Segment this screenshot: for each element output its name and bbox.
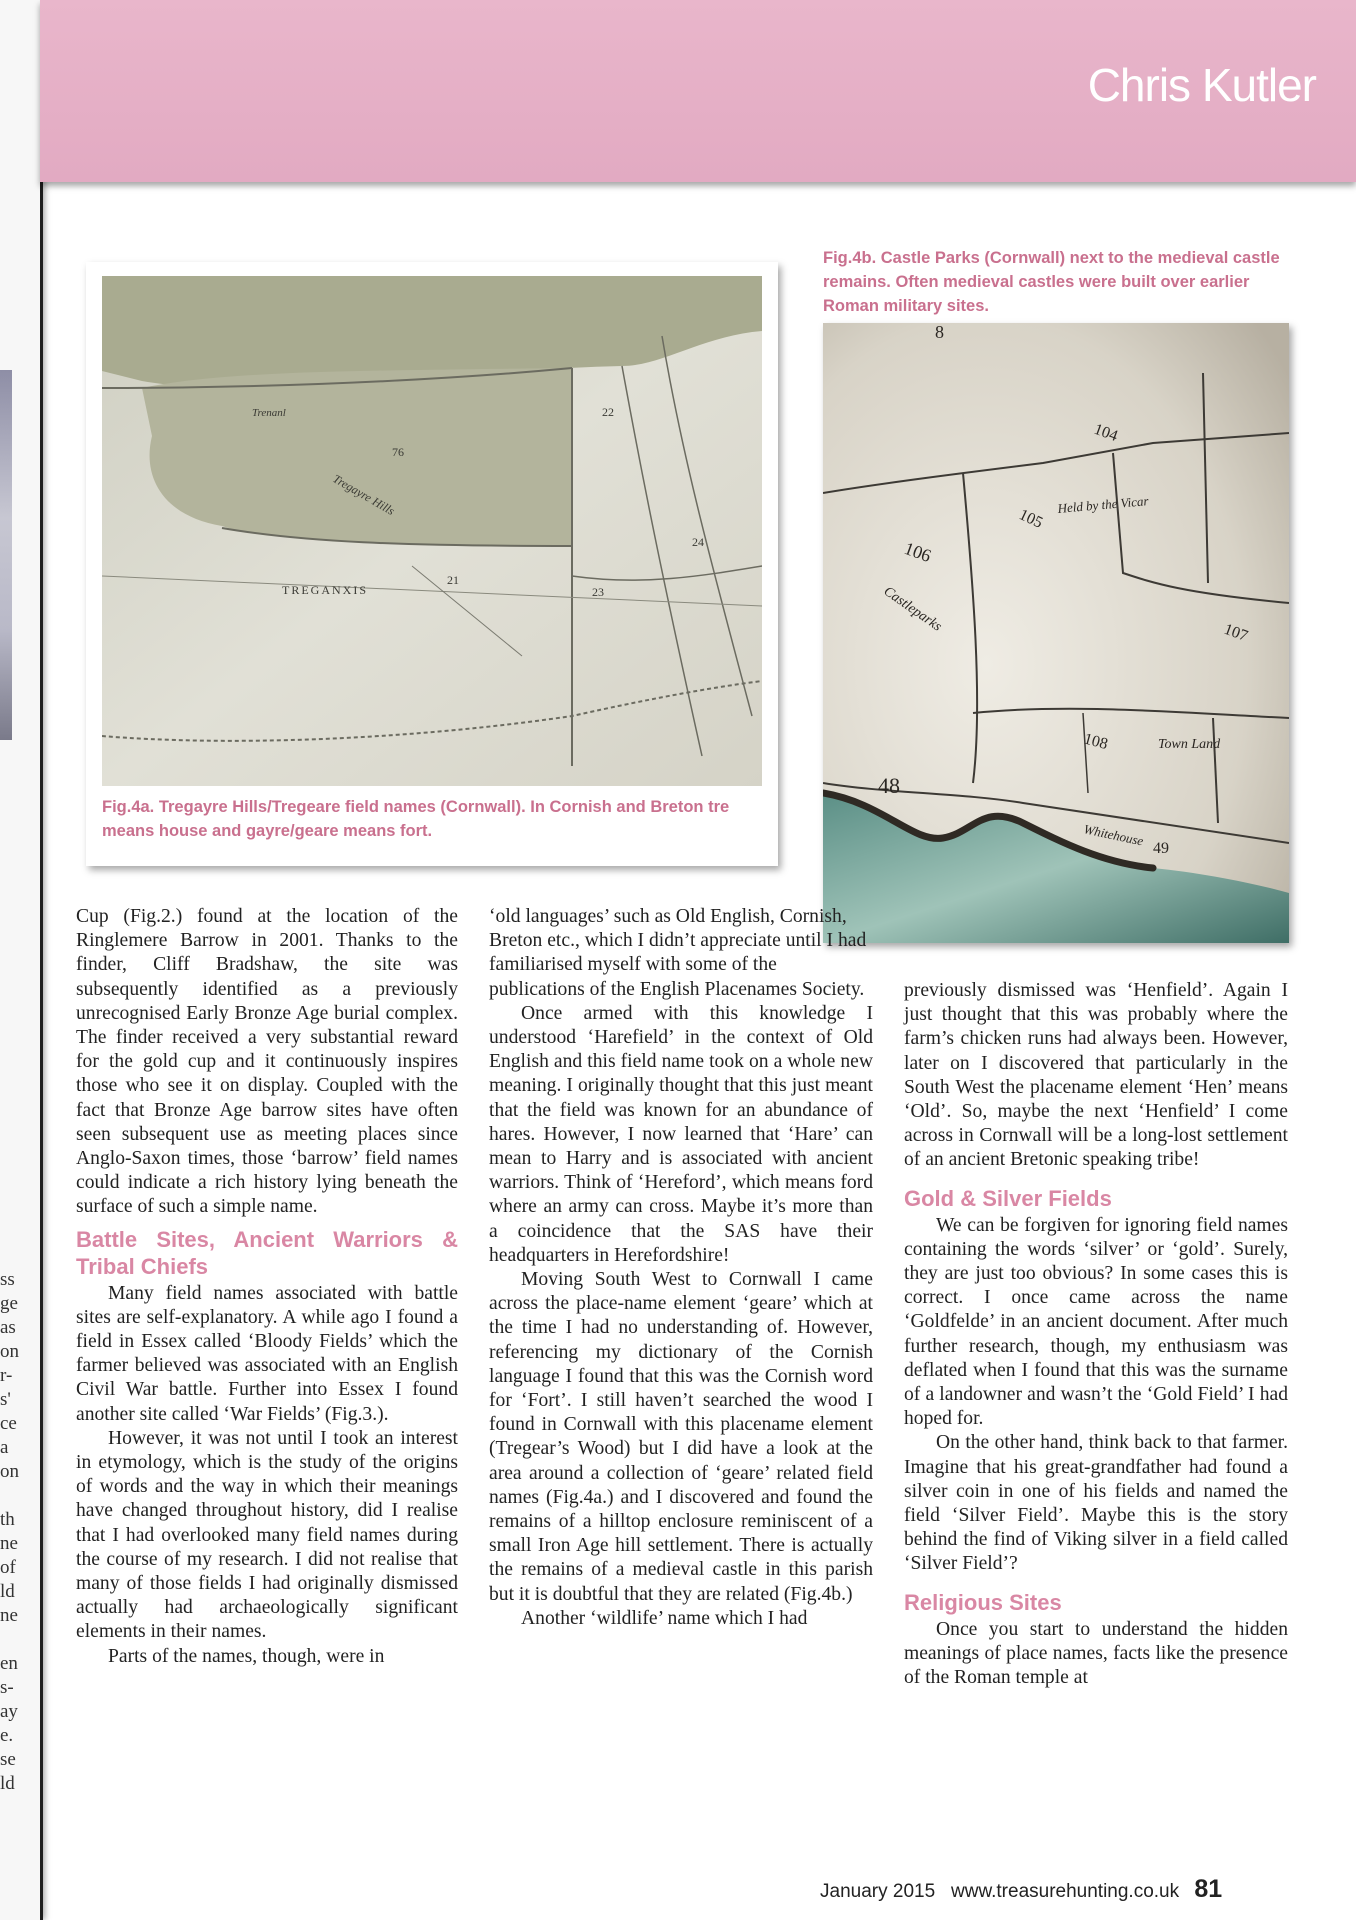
section-heading-battle-sites: Battle Sites, Ancient Warriors & Tribal Chiefs <box>76 1226 458 1279</box>
svg-text:104: 104 <box>1091 420 1120 445</box>
svg-text:48: 48 <box>878 773 900 798</box>
previous-page-fragment: of <box>0 1557 16 1578</box>
previous-page-fragment: ld <box>0 1581 15 1602</box>
figure-4a <box>86 262 778 866</box>
column-2-paragraph: ‘old languages’ such as Old English, Cornish, Breton etc., which I didn’t appreciate until I had familiarised myself with some of the publications of the English Placenames Society. <box>489 906 867 1000</box>
previous-page-fragment: ne <box>0 1533 18 1554</box>
column-3-paragraph: previously dismissed was ‘Henfield’. Again I just thought that this was probably where the farm’s chicken runs had always been. However, later on I discovered that particularly in the South West the placename element ‘Hen’ means ‘Old’. So, maybe the next ‘Henfield’ I come across in Cornwall will be a long-lost settlement of an ancient Bretonic speaking tribe! <box>904 980 1288 1171</box>
previous-page-fragment: ld <box>0 1773 15 1794</box>
previous-page-fragment: se <box>0 1749 16 1770</box>
svg-text:Whitehouse: Whitehouse <box>1082 821 1145 849</box>
svg-text:8: 8 <box>935 323 944 342</box>
previous-page-fragment: r- <box>0 1365 13 1386</box>
svg-text:TREGANXIS: TREGANXIS <box>282 583 368 597</box>
svg-text:106: 106 <box>901 537 934 566</box>
svg-text:23: 23 <box>592 585 604 599</box>
previous-page-fragment: ay <box>0 1701 18 1722</box>
figure-4a-caption: Fig.4a. Tregayre Hills/Tregeare field names (Cornwall). In Cornish and Breton tre means house and gayre/geare means fort. <box>102 798 730 840</box>
column-1-paragraph: However, it was not until I took an interest in etymology, which is the study of the origins of words and the way in which their meanings have changed throughout history, did I realise that I had overlooked many field names during the course of my research. I did not realise that many of those fields I had originally dismissed actually had archaeologically significant elements in their names. <box>76 1427 458 1643</box>
svg-text:Castleparks: Castleparks <box>880 583 945 635</box>
svg-text:107: 107 <box>1221 620 1250 645</box>
text-column-3 <box>904 979 1288 1690</box>
previous-page-fragment: ge <box>0 1293 18 1314</box>
svg-text:108: 108 <box>1081 730 1110 754</box>
column-1-paragraph: Many field names associated with battle sites are self-explanatory. A while ago I found a field in Essex called ‘Bloody Fields’ which the farmer believed was associated with an English Civil War battle. Further into Essex I found another site called ‘War Fields’ (Fig.3.). <box>76 1282 458 1425</box>
figure-4b-caption: Fig.4b. Castle Parks (Cornwall) next to the medieval castle remains. Often medieval castles were built over earlier Roman military sites. <box>823 249 1280 315</box>
figure-4b <box>823 323 1289 943</box>
section-heading-gold-silver: Gold & Silver Fields <box>904 1185 1112 1211</box>
page-number: 81 <box>1194 1875 1223 1903</box>
issue-date: January 2015 <box>820 1881 936 1902</box>
svg-text:Tregayre Hills: Tregayre Hills <box>330 471 398 518</box>
svg-text:21: 21 <box>447 573 459 587</box>
svg-text:Trenanl: Trenanl <box>252 407 286 419</box>
previous-page-fragment: s' <box>0 1389 11 1410</box>
column-2-paragraph: Once armed with this knowledge I understood ‘Harefield’ in the context of Old English and this field name took on a whole new meaning. I originally thought that this just meant that the field was known for an abundance of hares. However, I now learned that ‘Hare’ can mean to Harry and is associated with ancient warriors. Think of ‘Hereford’, which means ford where an army can cross. Maybe it’s more than a coincidence that the SAS have their headquarters in Herefordshire! <box>489 1002 873 1266</box>
castle-parks-map-image <box>823 323 1289 943</box>
previous-page-fragment: on <box>0 1461 19 1482</box>
text-column-1 <box>76 905 458 1669</box>
author-name: Chris Kutler <box>1087 59 1316 111</box>
svg-text:49: 49 <box>1153 840 1169 857</box>
column-1-paragraph: Parts of the names, though, were in <box>108 1645 385 1667</box>
svg-text:24: 24 <box>692 535 704 549</box>
svg-text:Held by the Vicar: Held by the Vicar <box>1056 493 1150 516</box>
column-3-paragraph: On the other hand, think back to that farmer. Imagine that his great-grandfather had found a silver coin in one of his fields and named the field ‘Silver Field’. Maybe this is the story behind the find of Viking silver in a field called ‘Silver Field’? <box>904 1432 1288 1575</box>
previous-page-fragment: th <box>0 1509 15 1530</box>
text-column-2 <box>489 905 873 1631</box>
previous-page-fragment: ne <box>0 1605 18 1626</box>
previous-page-fragment: as <box>0 1317 16 1338</box>
svg-text:Town Land: Town Land <box>1158 737 1221 752</box>
previous-page-fragment: ce <box>0 1413 17 1434</box>
previous-page-image-fragment <box>0 370 12 740</box>
column-2-paragraph: Another ‘wildlife’ name which I had <box>521 1607 808 1629</box>
svg-text:76: 76 <box>392 445 404 459</box>
previous-page-fragment: on <box>0 1341 19 1362</box>
previous-page-fragment: s- <box>0 1677 14 1698</box>
column-1-paragraph: Cup (Fig.2.) found at the location of the Ringlemere Barrow in 2001. Thanks to the finder, Cliff Bradshaw, the site was subsequently identified as a previously unrecognised Early Bronze Age burial complex. The finder received a very substantial reward for the gold cup and it continuously inspires those who see it on display. Coupled with the fact that Bronze Age barrow sites have often seen subsequent use as meeting places since Anglo-Saxon times, those ‘barrow’ field names could indicate a rich history lying beneath the surface of such a simple name. <box>76 906 458 1218</box>
tregayre-map-image <box>102 276 762 786</box>
website-url[interactable]: www.treasurehunting.co.uk <box>951 1881 1180 1902</box>
page-footer <box>820 1875 1280 1904</box>
section-heading-religious-sites: Religious Sites <box>904 1589 1062 1615</box>
previous-page-fragment: en <box>0 1653 18 1674</box>
column-3-paragraph: Once you start to understand the hidden meanings of place names, facts like the presence of the Roman temple at <box>904 1618 1288 1689</box>
previous-page-fragment: e. <box>0 1725 14 1746</box>
column-2-paragraph: Moving South West to Cornwall I came across the place-name element ‘geare’ which at the time I had no understanding of. However, referencing my dictionary of the Cornish language I found that this was the Cornish word for ‘Fort’. I still haven’t searched the wood I found in Cornwall with this placename element (Tregear’s Wood) but I did have a look at the area around a collection of ‘geare’ related field names (Fig.4a.) and I discovered and found the remains of a hilltop enclosure reminiscent of a small Iron Age hill settlement. There is actually the remains of a medieval castle in this parish but it is doubtful that they are related (Fig.4b.) <box>489 1269 873 1605</box>
column-3-paragraph: We can be forgiven for ignoring field names containing the words ‘silver’ or ‘gold’. Surely, they are just too obvious? In some cases this is correct. I once came across the name ‘Goldfelde’ in an ancient document. After much further research, though, my enthusiasm was deflated when I found that this was the surname of a landowner and wasn’t the ‘Gold Field’ I had hoped for. <box>904 1214 1288 1430</box>
header-band <box>40 0 1356 182</box>
previous-page-fragment: a <box>0 1437 9 1458</box>
svg-text:105: 105 <box>1016 506 1046 532</box>
previous-page-fragment: ss <box>0 1269 15 1290</box>
previous-page-edge <box>0 0 43 1920</box>
svg-text:22: 22 <box>602 405 614 419</box>
